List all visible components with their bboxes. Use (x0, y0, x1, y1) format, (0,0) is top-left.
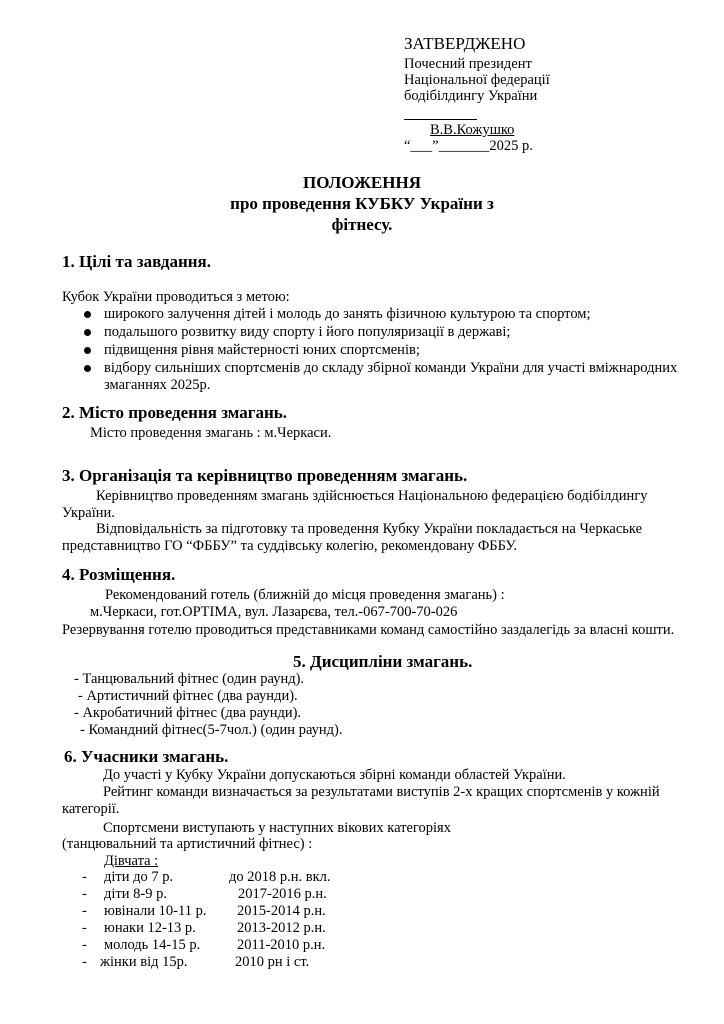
discipline-item: - Артистичний фітнес (два раунди). (78, 688, 298, 704)
section-1-bullet-4-cont: змаганнях 2025р. (104, 377, 211, 393)
category-years: 2013-2012 р.н. (237, 920, 326, 936)
discipline-item: - Акробатичний фітнес (два раунди). (74, 705, 302, 721)
section-6-p2b: категорії. (62, 801, 120, 817)
category-name: діти до 7 р. (104, 869, 174, 885)
section-6-p4: (танцювальний та артистичний фітнес) : (62, 836, 313, 852)
category-dash: - (82, 886, 87, 902)
category-years: 2011-2010 р.н. (237, 937, 326, 953)
section-2-text: Місто проведення змагань : м.Черкаси. (90, 425, 332, 441)
doc-title: ПОЛОЖЕННЯ (303, 173, 421, 192)
bullet-dot (84, 365, 91, 372)
category-name: юнаки 12-13 р. (104, 920, 196, 936)
section-1-bullet-1: широкого залучення дітей і молодь до занять фізичною культурою та спортом; (104, 306, 591, 322)
bullet-dot (84, 311, 91, 318)
approval-title: ЗАТВЕРДЖЕНО (404, 34, 526, 53)
category-dash: - (82, 937, 87, 953)
bullet-dot (84, 347, 91, 354)
section-3-p2b: представництво ГО “ФББУ” та суддівську колегію, рекомендовану ФББУ. (62, 538, 517, 554)
category-years: 2015-2014 р.н. (237, 903, 326, 919)
girls-label: Дівчата : (104, 853, 159, 869)
section-2-title: 2. Місто проведення змагань. (62, 403, 288, 422)
section-4-line-2: м.Черкаси, гот.OPTIMA, вул. Лазарєва, тел.-067-700-70-026 (90, 604, 458, 620)
category-name: молодь 14-15 р. (104, 937, 201, 953)
category-dash: - (82, 920, 87, 936)
approval-date: “___”_______2025 р. (404, 138, 533, 154)
discipline-item: - Танцювальний фітнес (один раунд). (74, 671, 305, 687)
category-years: до 2018 р.н. вкл. (229, 869, 331, 885)
category-name: ювінали 10-11 р. (104, 903, 207, 919)
category-name: жінки від 15р. (100, 954, 188, 970)
doc-subtitle: про проведення КУБКУ України з (230, 194, 494, 213)
category-years: 2010 рн і ст. (235, 954, 310, 970)
section-4-line-3: Резервування готелю проводиться представниками команд самостійно заздалегідь за власні кошти. (62, 622, 675, 638)
approval-line-2: Національної федерації (404, 72, 550, 88)
signer-name: В.В.Кожушко (430, 122, 515, 138)
section-1-title: 1. Цілі та завдання. (62, 252, 211, 271)
section-6-p3: Спортсмени виступають у наступних вікових категоріях (103, 820, 451, 836)
discipline-item: - Командний фітнес(5-7чол.) (один раунд). (80, 722, 343, 738)
approval-signer (404, 122, 514, 139)
approval-line-3: бодібілдингу України (404, 88, 538, 104)
category-dash: - (82, 903, 87, 919)
section-1-bullet-2: подальшого розвитку виду спорту і його популяризації в державі; (104, 324, 511, 340)
section-4-line-1: Рекомендований готель (ближній до місця проведення змагань) : (105, 587, 505, 603)
section-5-title: 5. Дисципліни змагань. (293, 652, 473, 671)
signature-line (404, 119, 477, 120)
section-3-p2a: Відповідальність за підготовку та проведення Кубку України покладається на Черкаське (96, 521, 643, 537)
bullet-dot (84, 329, 91, 336)
section-3-p1b: України. (62, 505, 115, 521)
section-3-p1a: Керівництво проведенням змагань здійснюється Національною федерацією бодібілдингу (96, 488, 648, 504)
section-6-p2a: Рейтинг команди визначається за результатами виступів 2-х кращих спортсменів у кожній (103, 784, 660, 800)
section-1-bullet-3: підвищення рівня майстерності юних спортсменів; (104, 342, 420, 358)
category-name: діти 8-9 р. (104, 886, 167, 902)
doc-subtitle-2: фітнесу. (331, 215, 393, 234)
section-1-intro: Кубок України проводиться з метою: (62, 289, 290, 305)
category-dash: - (82, 869, 87, 885)
section-6-title: 6. Учасники змагань. (64, 747, 229, 766)
category-years: 2017-2016 р.н. (238, 886, 327, 902)
section-3-title: 3. Організація та керівництво проведенням змагань. (62, 466, 468, 485)
category-dash: - (82, 954, 87, 970)
section-1-bullet-4: відбору сильніших спортсменів до складу збірної команди України для участі вміжнародних (104, 360, 678, 376)
section-6-p1: До участі у Кубку України допускаються збірні команди областей України. (103, 767, 566, 783)
section-4-title: 4. Розміщення. (62, 565, 176, 584)
approval-line-1: Почесний президент (404, 56, 532, 72)
